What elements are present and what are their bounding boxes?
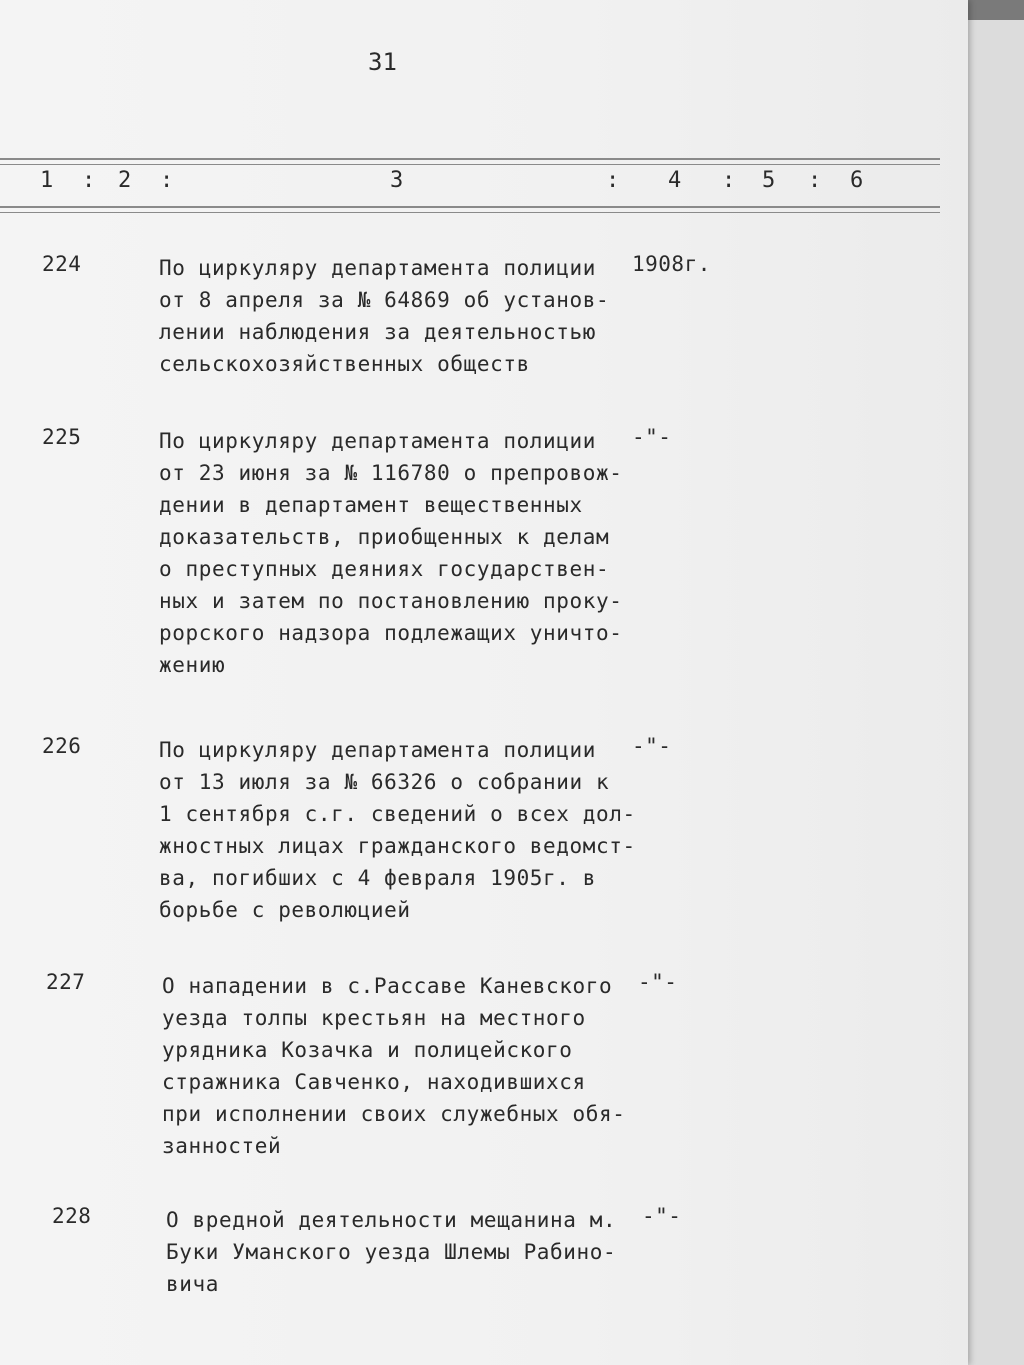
entry-line: дении в департамент вещественных — [159, 493, 583, 517]
entry-line: при исполнении своих служебных обя- — [162, 1102, 626, 1126]
entry-number: 227 — [46, 970, 86, 994]
entry-line: сельскохозяйственных обществ — [159, 352, 530, 376]
entry-line: лении наблюдения за деятельностью — [159, 320, 597, 344]
header-top-rule — [0, 158, 940, 160]
column-separator: : — [808, 168, 822, 193]
entry-line: стражника Савченко, находившихся — [162, 1070, 586, 1094]
column-separator: : — [160, 168, 174, 193]
header-top-rule-inner — [0, 164, 940, 165]
column-separator: : — [82, 168, 96, 193]
page-number: 31 — [368, 48, 397, 76]
header-bottom-rule-inner — [0, 212, 940, 213]
column-header-2: 2 — [118, 168, 132, 193]
entry-line: жностных лицах гражданского ведомст- — [159, 834, 636, 858]
entry-year: -"- — [638, 970, 678, 994]
entry-number: 226 — [42, 734, 82, 758]
entry-line: доказательств, приобщенных к делам — [159, 525, 610, 549]
column-header-4: 4 — [668, 168, 682, 193]
entry-line: Буки Уманского уезда Шлемы Рабино- — [166, 1240, 617, 1264]
entry-description — [159, 252, 629, 380]
entry-number: 225 — [42, 425, 82, 449]
entry-description — [159, 734, 636, 926]
entry-line: уезда толпы крестьян на местного — [162, 1006, 586, 1030]
entry-line: ва, погибших с 4 февраля 1905г. в — [159, 866, 597, 890]
entry-line: О нападении в с.Рассаве Каневского — [162, 974, 613, 998]
column-separator: : — [722, 168, 736, 193]
column-separator: : — [606, 168, 620, 193]
entry-line: от 23 июня за № 116780 о препровож- — [159, 461, 623, 485]
entry-line: жению — [159, 653, 226, 677]
entry-line: рорского надзора подлежащих уничто- — [159, 621, 623, 645]
entry-line: от 8 апреля за № 64869 об установ- — [159, 288, 610, 312]
entry-year: -"- — [632, 734, 672, 758]
entry-line: вича — [166, 1272, 219, 1296]
entry-description — [162, 970, 632, 1162]
entry-line: О вредной деятельности мещанина м. — [166, 1208, 617, 1232]
entry-description — [159, 425, 629, 681]
entry-year: -"- — [642, 1204, 682, 1228]
column-header-6: 6 — [850, 168, 864, 193]
entry-line: о преступных деяниях государствен- — [159, 557, 610, 581]
entry-number: 224 — [42, 252, 82, 276]
header-bottom-rule — [0, 206, 940, 208]
entry-year: -"- — [632, 425, 672, 449]
column-header-5: 5 — [762, 168, 776, 193]
column-header-3: 3 — [390, 168, 404, 193]
entry-line: По циркуляру департамента полиции — [159, 429, 597, 453]
entry-line: По циркуляру департамента полиции — [159, 256, 597, 280]
entry-line: от 13 июля за № 66326 о собрании к — [159, 770, 610, 794]
entry-number: 228 — [52, 1204, 92, 1228]
column-header-1: 1 — [40, 168, 54, 193]
entry-line: ных и затем по постановлению проку- — [159, 589, 623, 613]
entry-line: 1 сентября с.г. сведений о всех дол- — [159, 802, 636, 826]
entry-line: урядника Козачка и полицейского — [162, 1038, 573, 1062]
entry-year: 1908г. — [632, 252, 711, 276]
entry-line: борьбе с революцией — [159, 898, 411, 922]
entry-line: занностей — [162, 1134, 282, 1158]
entry-line: По циркуляру департамента полиции — [159, 738, 597, 762]
entry-description — [166, 1204, 636, 1300]
